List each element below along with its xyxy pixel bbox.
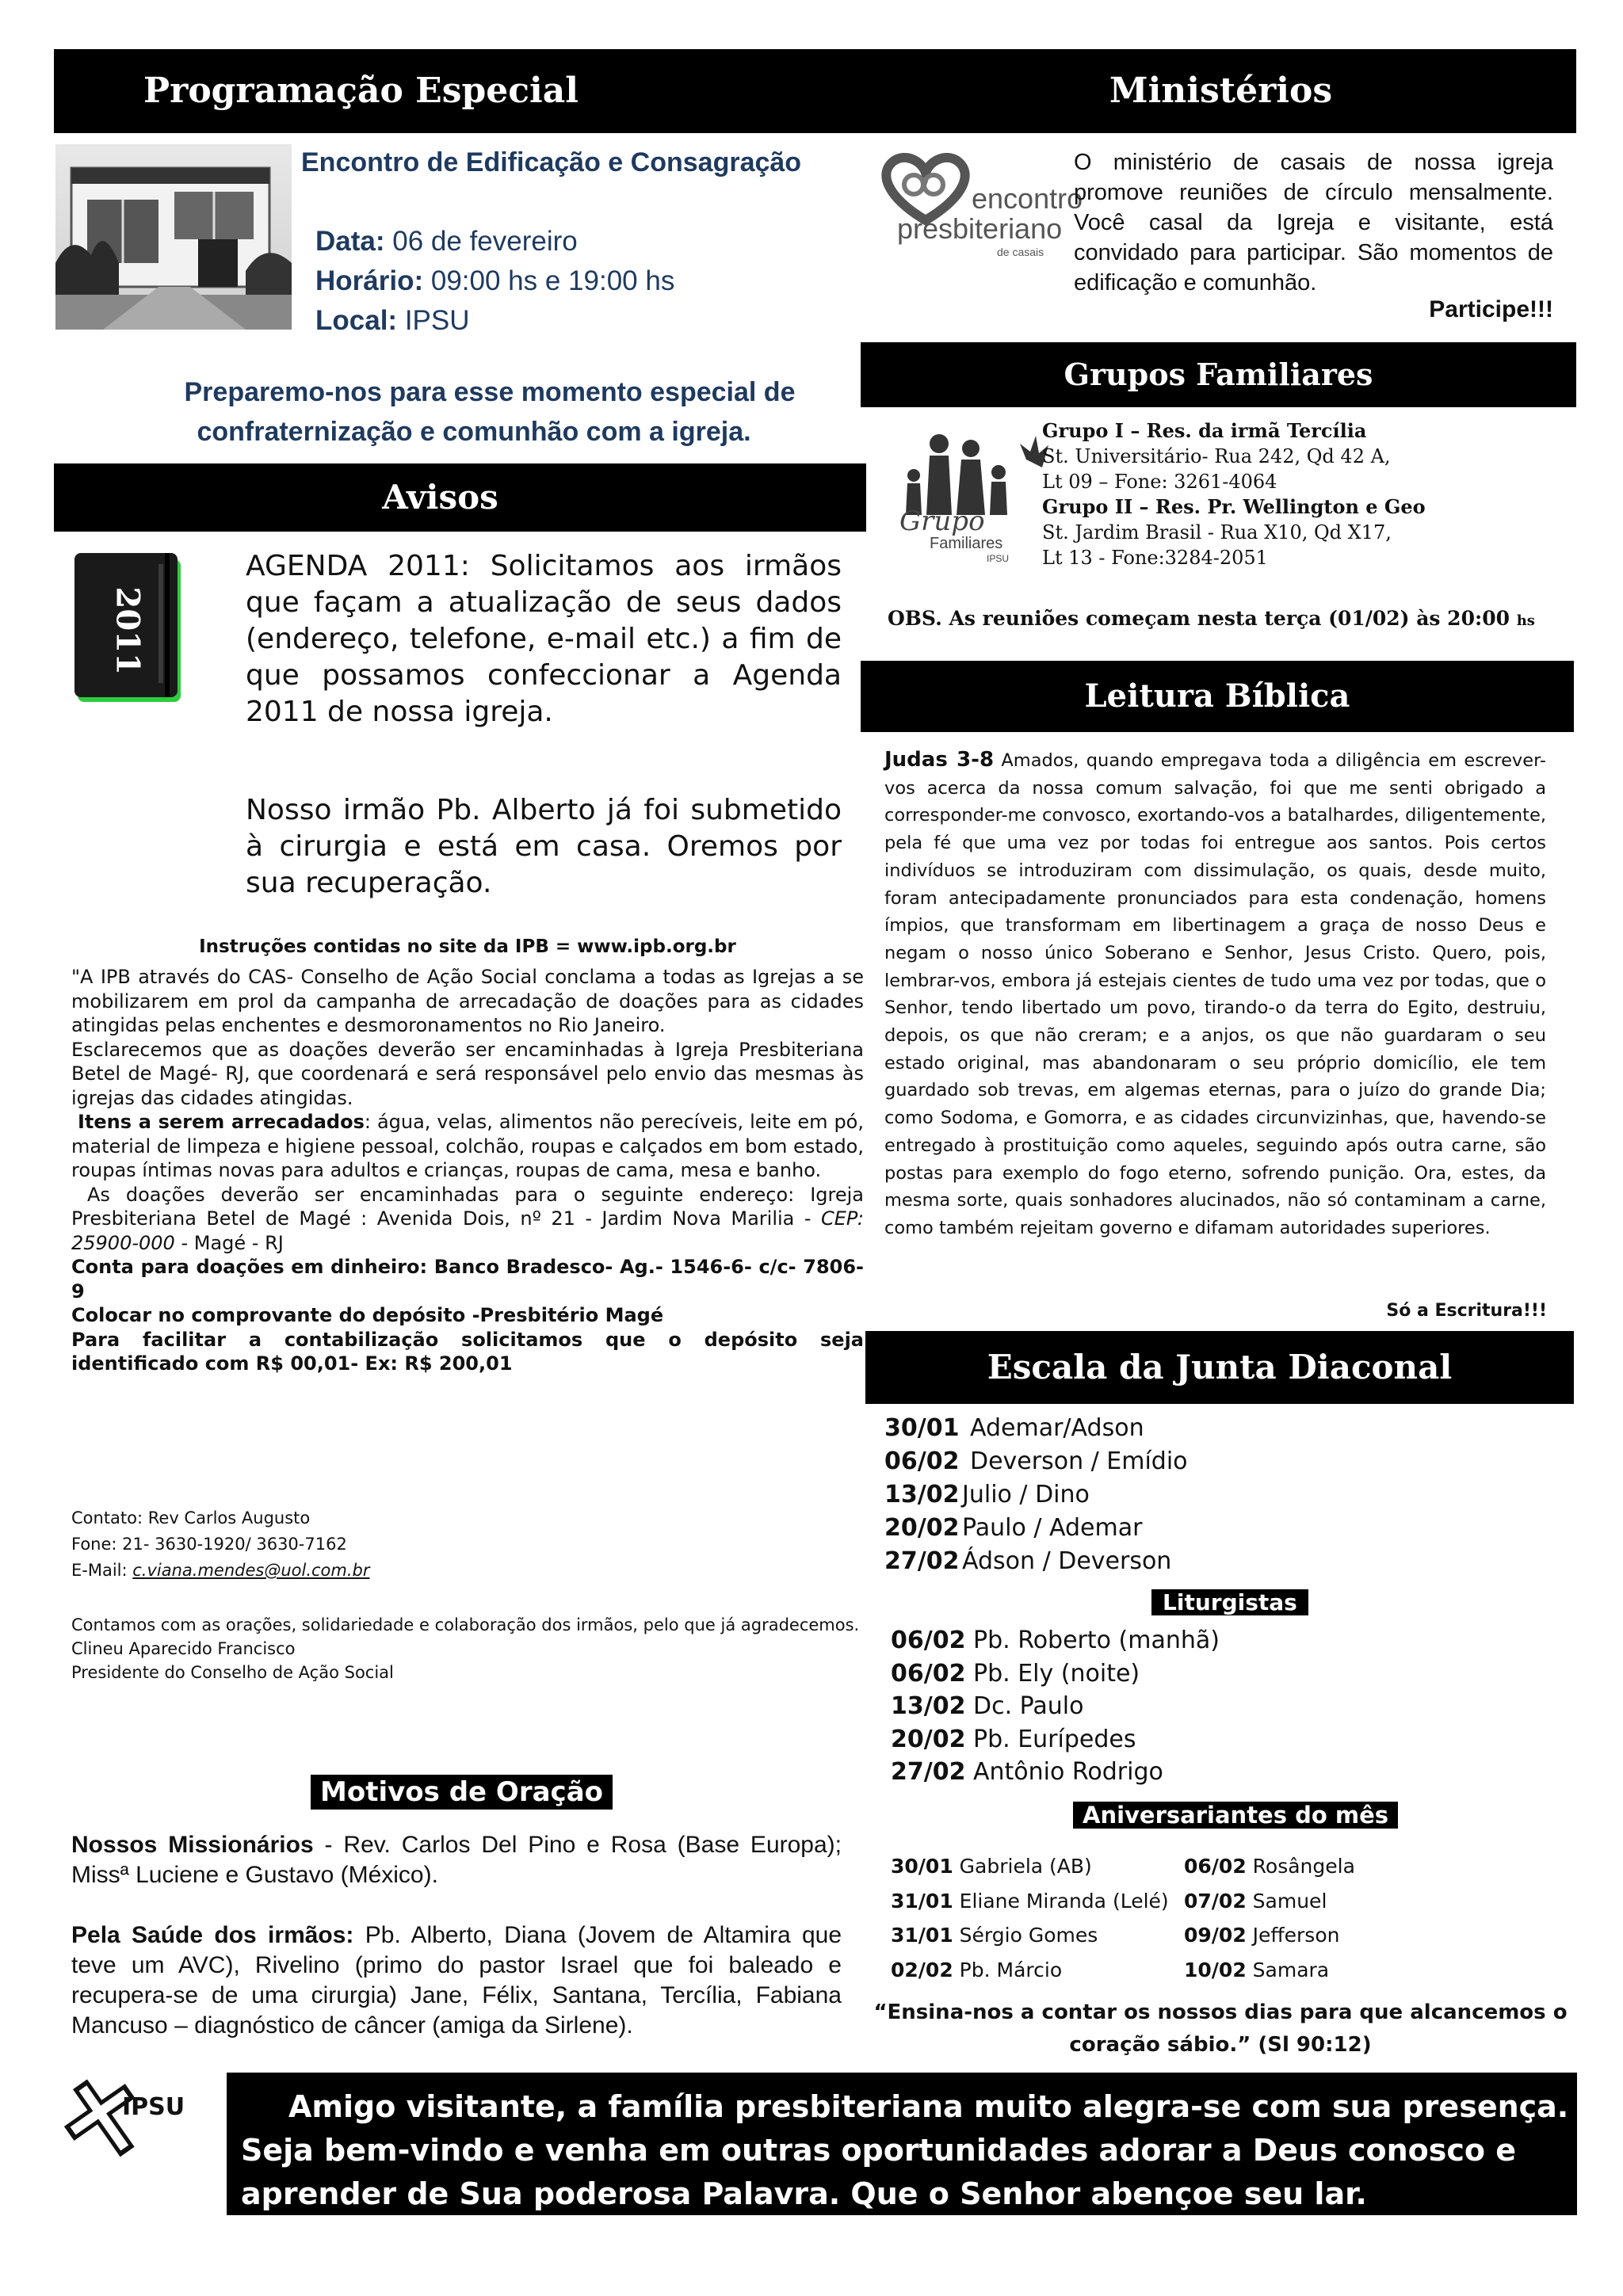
header-leitura: Leitura Bíblica: [861, 661, 1574, 732]
liturgistas-list: [891, 1624, 1220, 1789]
header-grupos: Grupos Familiares: [861, 342, 1576, 407]
aniversariante-row: 31/01 Sérgio Gomes: [891, 1924, 1098, 1947]
escala-row: 20/02 Paulo / Ademar: [884, 1514, 1143, 1542]
aniversariante-row: 30/01 Gabriela (AB): [891, 1855, 1092, 1878]
escala-row: 27/02 Ádson / Deverson: [884, 1547, 1172, 1575]
alberto-notice: Nosso irmão Pb. Alberto já foi submetido à cirurgia e está em casa. Oremos por sua recuperação.: [246, 794, 842, 899]
grupos-familiares-logo: Grupo Familiares IPSU: [892, 428, 1050, 563]
escala-row: 06/02 Deverson / Emídio: [884, 1447, 1188, 1475]
agenda-notice: AGENDA 2011: Solicitamos aos irmãos que façam a atualização de seus dados (endereço, telefone, e-mail etc.) a fim de que possamos confeccionar a Agenda 2011 de nossa igreja.: [246, 550, 842, 728]
cas-contact: Contato: Rev Carlos Augusto Fone: 21- 3630-1920/ 3630-7162 E-Mail: c.viana.mendes@uol.com.br: [71, 1508, 370, 1580]
ipb-title: Instruções contidas no site da IPB = www.ipb.org.br: [199, 936, 736, 957]
so-escritura: Só a Escritura!!!: [1386, 1301, 1547, 1321]
escala-row: 30/01 Ademar/Adson: [884, 1414, 1144, 1442]
oracao-body: Nossos Missionários - Rev. Carlos Del Pino e Rosa (Base Europa); Missª Luciene e Gustavo (México). Pela Saúde dos irmãos: Pb. Alberto, Diana (Jovem de Altamira que teve um AVC), Rivelino (primo do pastor Israel que foi baleado e recupera-se de uma cirurgia) Jane, Félix, Santana, Tercília, Fabiana Mancuso – diagnóstico de câncer (amiga da Sirlene).: [71, 1832, 842, 2039]
church-building-photo: [55, 144, 292, 330]
aniversariante-row: 02/02 Pb. Márcio: [891, 1958, 1063, 1981]
ipsu-logo: IPSU: [55, 2071, 230, 2166]
footer-banner: Amigo visitante, a família presbiteriana muito alegra-se com sua presença. Seja bem-vindo e venha em outras oportunidades adorar a Deus conosco e aprender de Sua poderosa Palavra. Que o Senhor abençoe seu lar.: [227, 2073, 1577, 2215]
event-details: Data: 06 de fevereiro Horário: 09:00 hs e 19:00 hs Local: IPSU: [315, 226, 675, 336]
ipb-body: "A IPB através do CAS- Conselho de Ação Social conclama a todas as Igrejas a se mobilizarem em prol da campanha de arrecadação de doações para as cidades atingidas pelas enchentes e desmoronamentos no Rio Janeiro. Esclarecemos que as doações deverão ser encaminhadas à Igreja Presbiteriana Betel de Magé- RJ, que coordenará e será responsável pelo envio das mesmas às igrejas das cidades atingidas. Itens a serem arrecadados: água, velas, alimentos não perecíveis, leite em pó, material de limpeza e higiene pessoal, colchão, roupas e calçados em bom estado, roupas íntimas novas para adultos e crianças, roupas de cama, mesa e banho. As doações deverão ser encaminhadas para o seguinte endereço: Igreja Presbiteriana Betel de Magé : Avenida Dois, nº 21 - Jardim Nova Marilia - CEP: 25900-000 - Magé - RJ Conta para doações em dinheiro: Banco Bradesco- Ag.- 1546-6- c/c- 7806-9 Colocar no comprovante do depósito -Presbitério Magé Para facilitar a contabilização solicitamos que o depósito seja identificado com R$ 00,01- Ex: R$ 200,01: [71, 966, 864, 1375]
aniversariantes-title: Aniversariantes do mês: [1073, 1802, 1398, 1829]
grupos-list: Grupo I – Res. da irmã Tercília St. Universitário- Rua 242, Qd 42 A, Lt 09 – Fone: 3261-4064 Grupo II – Res. Pr. Wellington e Geo St. Jardim Brasil - Rua X10, Qd X17, Lt 13 - Fone:3284-2051: [1042, 419, 1426, 569]
event-title: Encontro de Edificação e Consagração: [301, 147, 802, 177]
grupos-obs: OBS. As reuniões começam nesta terça (01/02) às 20:00 hs: [888, 607, 1535, 630]
header-avisos: Avisos: [54, 463, 866, 532]
aniversariante-row: 06/02 Rosângela: [1184, 1855, 1355, 1878]
email-link[interactable]: c.viana.mendes@uol.com.br: [132, 1561, 370, 1580]
header-programacao: Programação Especial: [54, 49, 866, 133]
liturgista-row: 06/02 Pb. Ely (noite): [891, 1659, 1140, 1688]
aniversariantes-left: [891, 1849, 1169, 1987]
event-call: Preparemo-nos para esse momento especial de confraternização e comunhão com a igreja.: [184, 377, 796, 447]
liturgistas-title: Liturgistas: [1151, 1589, 1308, 1615]
escala-list: [884, 1412, 1188, 1578]
leitura-text: Judas 3-8 Amados, quando empregava toda a diligência em escrever-vos acerca da nossa comum salvação, foi que me senti obrigado a corresponder-me convosco, exortando-vos a batalhardes, diligentemente, pela fé que uma vez por todas foi entregue aos santos. Pois certos indivíduos se introduziram com dissimulação, os quais, desde muito, foram antecipadamente pronunciados para esta condenação, homens ímpios, que transformam em libertinagem a graça de nosso Deus e negam o nosso único Soberano e Senhor, Jesus Cristo. Quero, pois, lembrar-vos, embora já estejais cientes de tudo uma vez por todas, que o Senhor, tendo libertado um povo, tirando-o da terra do Egito, destruiu, depois, os que não creram; e a anjos, os que não guardaram o seu estado original, mas abandonaram o seu próprio domicílio, ele tem guardado sob trevas, em algemas eternas, para o juízo do grande Dia; como Sodoma, e Gomorra, e as cidades circunvizinhas, que, havendo-se entregado à prostituição como aqueles, seguindo após outra carne, são postas para exemplo do fogo eterno, sofrendo punição. Ora, estes, da mesma sorte, quais sonhadores alucinados, não só contaminam a carne, como também rejeitam governo e difamam autoridades superiores.: [884, 748, 1546, 1238]
participe: Participe!!!: [1429, 296, 1553, 322]
agenda-year: 2011: [109, 586, 147, 675]
oracao-title: Motivos de Oração: [311, 1775, 613, 1810]
liturgista-row: 27/02 Antônio Rodrigo: [891, 1758, 1163, 1786]
encontro-casais-logo: encontro presbiteriano de casais: [878, 149, 1076, 268]
header-escala: Escala da Junta Diaconal: [865, 1331, 1574, 1404]
liturgista-row: 13/02 Dc. Paulo: [891, 1692, 1084, 1720]
cas-thanks: Contamos com as orações, solidariedade e colaboração dos irmãos, pelo que já agradecemos. Clineu Aparecido Francisco Presidente do Conselho de Ação Social: [71, 1615, 860, 1682]
aniversariante-row: 31/01 Eliane Miranda (Lelé): [891, 1889, 1169, 1913]
aniversariante-row: 10/02 Samara: [1184, 1958, 1330, 1981]
versiculo: “Ensina-nos a contar os nossos dias para que alcancemos o coração sábio.” (Sl 90:12): [873, 2000, 1568, 2057]
header-ministerios: Ministérios: [865, 49, 1576, 133]
aniversariante-row: 07/02 Samuel: [1184, 1889, 1327, 1913]
ministerio-text: O ministério de casais de nossa igreja promove reuniões de círculo mensalmente. Você casal da Igreja e visitante, está convidado para participar. São momentos de edificação e comunhão.: [1074, 150, 1553, 296]
liturgista-row: 06/02 Pb. Roberto (manhã): [891, 1627, 1220, 1654]
liturgista-row: 20/02 Pb. Eurípedes: [891, 1725, 1136, 1753]
aniversariantes-right: [1184, 1849, 1355, 1987]
agenda-book-image: [70, 548, 189, 707]
escala-row: 13/02 Julio / Dino: [884, 1481, 1090, 1508]
aniversariante-row: 09/02 Jefferson: [1184, 1924, 1340, 1947]
